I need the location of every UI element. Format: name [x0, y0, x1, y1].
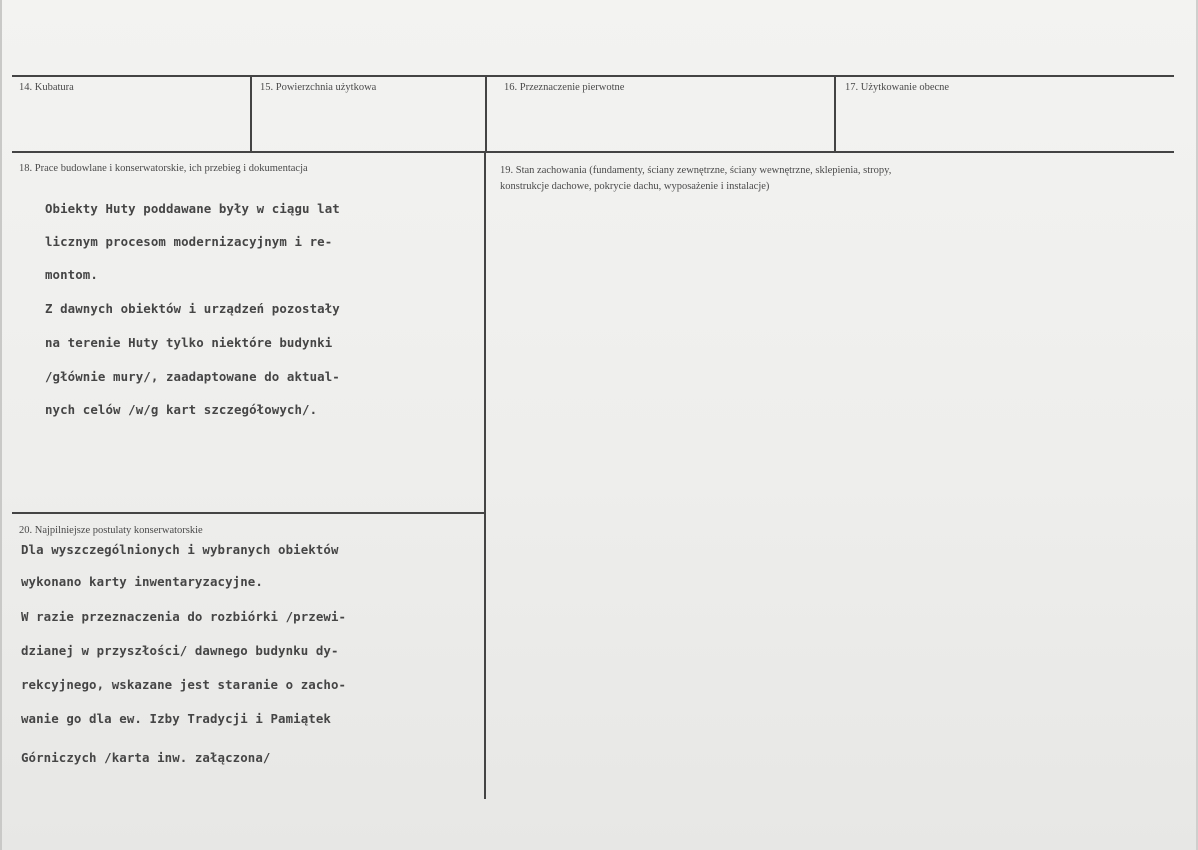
field-20-line: Górniczych /karta inw. załączona/: [21, 750, 271, 765]
field-18-line: montom.: [45, 267, 98, 282]
divider-16-17: [834, 75, 836, 152]
field-18-line: Z dawnych obiektów i urządzeń pozostały: [45, 301, 340, 316]
divider-15-16: [485, 75, 487, 152]
field-19-label-line2: konstrukcje dachowe, pokrycie dachu, wyposażenie i instalacje): [500, 181, 770, 192]
field-20-line: wanie go dla ew. Izby Tradycji i Pamiątek: [21, 711, 331, 726]
field-20-line: Dla wyszczególnionych i wybranych obiektów: [21, 542, 339, 557]
field-16-label: 16. Przeznaczenie pierwotne: [504, 82, 625, 93]
field-18-label: 18. Prace budowlane i konserwatorskie, ich przebieg i dokumentacja: [19, 163, 308, 174]
field-18-line: nych celów /w/g kart szczegółowych/.: [45, 402, 318, 417]
row1-bottom-line: [12, 151, 1174, 153]
field-20-label: 20. Najpilniejsze postulaty konserwatorskie: [19, 525, 203, 536]
divider-14-15: [250, 75, 252, 152]
field-14-label: 14. Kubatura: [19, 82, 74, 93]
field-20-line: wykonano karty inwentaryzacyjne.: [21, 574, 263, 589]
field-15-label: 15. Powierzchnia użytkowa: [260, 82, 377, 93]
top-border-line: [12, 75, 1174, 77]
field18-bottom-line: [12, 512, 484, 514]
main-column-divider: [484, 151, 486, 799]
field-18-line: na terenie Huty tylko niektóre budynki: [45, 335, 333, 350]
field-18-line: Obiekty Huty poddawane były w ciągu lat: [45, 201, 340, 216]
field-20-line: rekcyjnego, wskazane jest staranie o zacho-: [21, 677, 347, 692]
field-19-label-line1: 19. Stan zachowania (fundamenty, ściany zewnętrzne, ściany wewnętrzne, sklepienia, stropy,: [500, 165, 892, 176]
field-20-line: dzianej w przyszłości/ dawnego budynku dy-: [21, 643, 339, 658]
field-17-label: 17. Użytkowanie obecne: [845, 82, 950, 93]
field-18-line: /głównie mury/, zaadaptowane do aktual-: [45, 369, 340, 384]
field-20-line: W razie przeznaczenia do rozbiórki /przewi-: [21, 609, 347, 624]
field-19-label: [500, 163, 1100, 195]
field-18-line: licznym procesom modernizacyjnym i re-: [45, 234, 333, 249]
